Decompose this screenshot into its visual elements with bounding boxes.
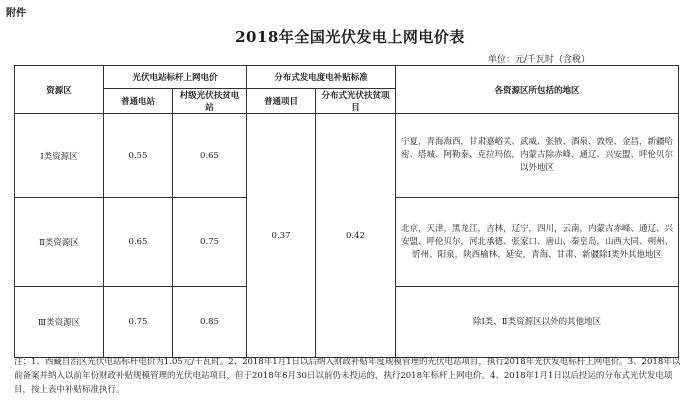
header-benchmark-price: 光伏电站标杆上网电价 — [104, 66, 247, 89]
attachment-label: 附件 — [6, 8, 26, 19]
ordinary-price-cell: 0.65 — [104, 198, 173, 287]
distributed-poverty-subsidy-cell: 0.42 — [316, 114, 396, 358]
areas-cell: 北京，天津，黑龙江，吉林，辽宁，四川，云南，内蒙古赤峰、通辽、兴安盟、呼伦贝尔，河北承德、张家口、唐山、秦皇岛，山西大同、朔州、忻州、阳泉，陕西榆林、延安，青海、甘肃、新疆除Ⅰ类外其他地区 — [396, 198, 679, 287]
document-title: 2018年全国光伏发电上网电价表 — [235, 28, 465, 46]
header-ordinary-project: 普通项目 — [247, 89, 316, 114]
table-header-row — [15, 66, 679, 89]
tariff-table — [14, 65, 679, 358]
village-price-cell: 0.85 — [173, 287, 247, 358]
footnote: 注：1、西藏自治区光伏电站标杆电价为1.05元/千瓦时。2、2018年1月1日以后纳入财政补贴年度规模管理的光伏电站项目，执行2018年光伏发电标杆上网电价。3、2018年以前备案并纳入以前年份财政补贴规模管理的光伏电站项目，但于2018年6月30日以前仍未投运的，执行2018年标杆上网电价。4、2018年1月1日以后投运的分布式光伏发电项目，按上表中补贴标准执行。 — [14, 357, 681, 395]
unit-label: 单位：元/千瓦时（含税） — [487, 55, 590, 65]
ordinary-price-cell: 0.75 — [104, 287, 173, 358]
header-areas: 各资源区所包括的地区 — [396, 66, 679, 114]
areas-cell: 宁夏，青海海西，甘肃嘉峪关、武威、张掖、酒泉、敦煌、金昌，新疆哈密、塔城、阿勒泰、克拉玛依，内蒙古除赤峰、通辽、兴安盟、呼伦贝尔以外地区 — [396, 114, 679, 198]
ordinary-price-cell: 0.55 — [104, 114, 173, 198]
header-ordinary-station: 普通电站 — [104, 89, 173, 114]
zone-cell: Ⅰ类资源区 — [15, 114, 104, 198]
header-distributed-poverty-project: 分布式光伏扶贫项目 — [316, 89, 396, 114]
distributed-ordinary-subsidy-cell: 0.37 — [247, 114, 316, 358]
village-price-cell: 0.65 — [173, 114, 247, 198]
areas-cell: 除Ⅰ类、Ⅱ类资源区以外的其他地区 — [396, 287, 679, 358]
header-distributed-subsidy: 分布式发电度电补贴标准 — [247, 66, 396, 89]
zone-cell: Ⅲ类资源区 — [15, 287, 104, 358]
zone-cell: Ⅱ类资源区 — [15, 198, 104, 287]
header-zone: 资源区 — [15, 66, 104, 114]
header-village-poverty-station: 村级光伏扶贫电站 — [173, 89, 247, 114]
table-row — [15, 114, 679, 198]
village-price-cell: 0.75 — [173, 198, 247, 287]
